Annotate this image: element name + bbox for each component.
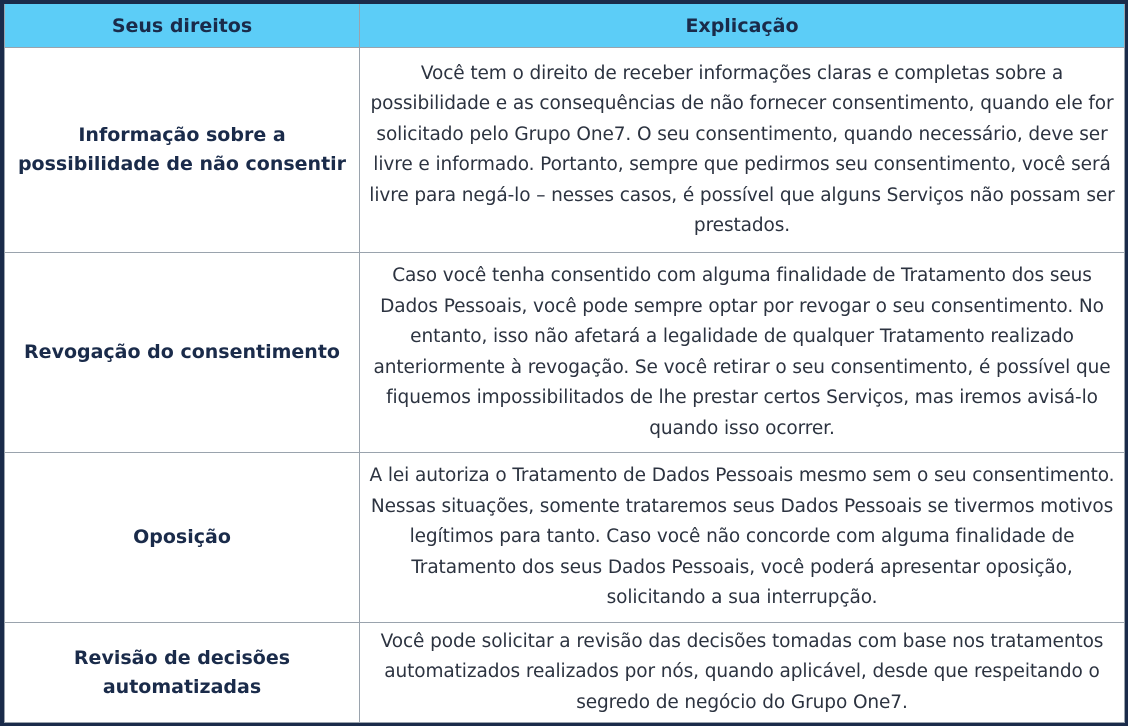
rights-table bbox=[4, 4, 1125, 723]
table-row bbox=[5, 253, 1125, 453]
right-explanation-cell: A lei autoriza o Tratamento de Dados Pessoais mesmo sem o seu consentimento. Nessas situações, somente trataremos seus Dados Pessoais se tivermos motivos legítimos para tanto. Caso você não concorde com alguma finalidade de Tratamento dos seus Dados Pessoais, você poderá apresentar oposição, solicitando a sua interrupção. bbox=[360, 453, 1125, 623]
right-explanation-cell: Você tem o direito de receber informações claras e completas sobre a possibilidade e as consequências de não fornecer consentimento, quando ele for solicitado pelo Grupo One7. O seu consentimento, quando necessário, deve ser livre e informado. Portanto, sempre que pedirmos seu consentimento, você será livre para negá-lo – nesses casos, é possível que alguns Serviços não possam ser prestados. bbox=[360, 48, 1125, 253]
header-rights: Seus direitos bbox=[5, 4, 360, 48]
header-explanation: Explicação bbox=[360, 4, 1125, 48]
right-explanation-cell: Caso você tenha consentido com alguma finalidade de Tratamento dos seus Dados Pessoais, você pode sempre optar por revogar o seu consentimento. No entanto, isso não afetará a legalidade de qualquer Tratamento realizado anteriormente à revogação. Se você retirar o seu consentimento, é possível que fiquemos impossibilitados de lhe prestar certos Serviços, mas iremos avisá-lo quando isso ocorrer. bbox=[360, 253, 1125, 453]
right-name-cell: Informação sobre a possibilidade de não consentir bbox=[5, 48, 360, 253]
right-name-cell: Revogação do consentimento bbox=[5, 253, 360, 453]
table-header-row bbox=[5, 4, 1125, 48]
right-explanation-cell: Você pode solicitar a revisão das decisões tomadas com base nos tratamentos automatizados realizados por nós, quando aplicável, desde que respeitando o segredo de negócio do Grupo One7. bbox=[360, 623, 1125, 723]
table-row bbox=[5, 453, 1125, 623]
table-row bbox=[5, 623, 1125, 723]
right-name-cell: Revisão de decisões automatizadas bbox=[5, 623, 360, 723]
right-name-cell: Oposição bbox=[5, 453, 360, 623]
table-row bbox=[5, 48, 1125, 253]
